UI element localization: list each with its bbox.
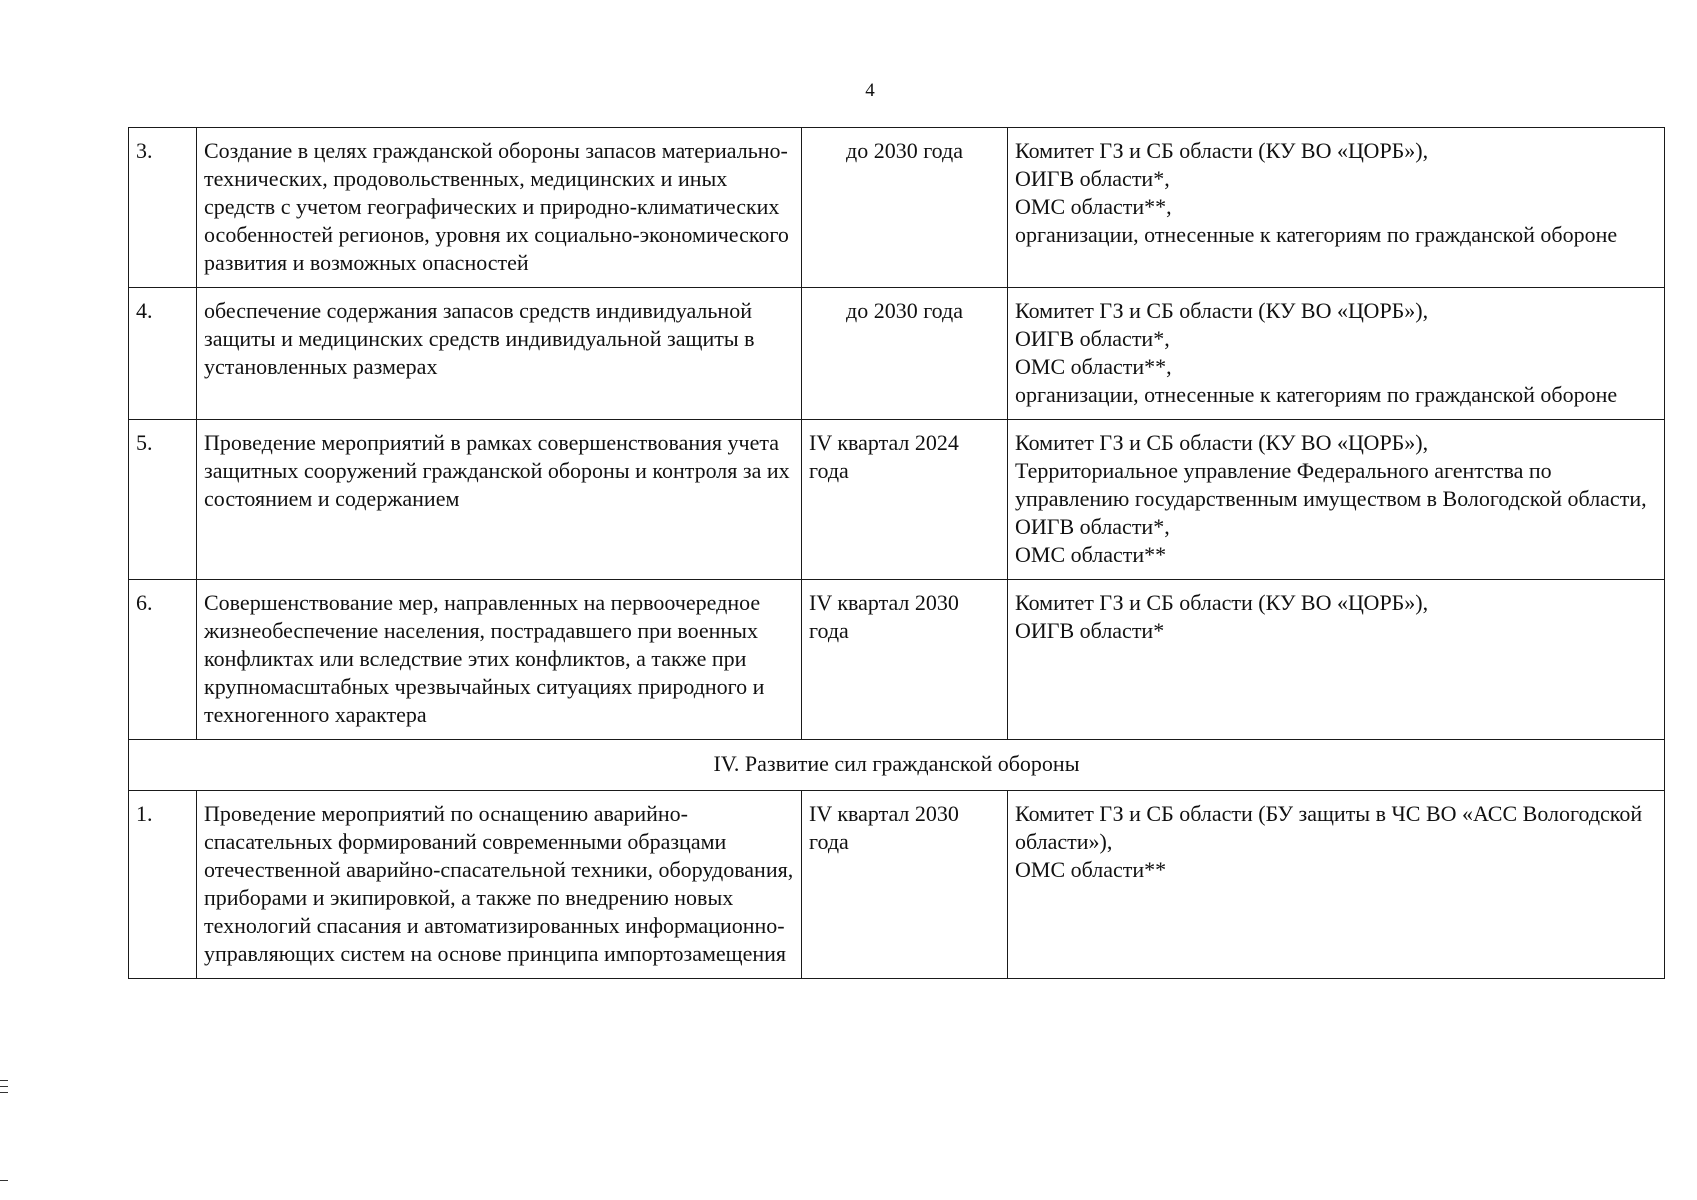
responsible-parties [1008,580,1665,740]
task-description: обеспечение содержания запасов средств индивидуальной защиты и медицинских средств индивидуальной защиты в установленных размерах [197,288,802,420]
table-body-section-4 [129,791,1665,979]
responsible-party: ОМС области** [1015,857,1167,882]
task-description: Проведение мероприятий по оснащению аварийно-спасательных формирований современными образцами отечественной аварийно-спасательной техники, оборудования, приборами и экипировкой, а также по внедрению новых технологий спасания и автоматизированных информационно-управляющих систем на основе принципа импортозамещения [197,791,802,979]
responsible-party: ОИГВ области*, [1015,166,1170,191]
row-number: 4. [129,288,197,420]
responsible-parties [1008,791,1665,979]
deadline: IV квартал 2030 года [802,791,1008,979]
table-row [129,420,1665,580]
responsible-party: ОМС области** [1015,542,1167,567]
task-description: Проведение мероприятий в рамках совершенствования учета защитных сооружений гражданской обороны и контроля за их состоянием и содержанием [197,420,802,580]
table-body-section-3 [129,128,1665,740]
responsible-party: Комитет ГЗ и СБ области (КУ ВО «ЦОРБ»), [1015,138,1429,163]
table-row [129,128,1665,288]
responsible-party: организации, отнесенные к категориям по гражданской обороне [1015,382,1618,407]
task-description: Создание в целях гражданской обороны запасов материально-технических, продовольственных, медицинских и иных средств с учетом географических и природно-климатических особенностей регионов, уровня их социально-экономического развития и возможных опасностей [197,128,802,288]
table-row [129,288,1665,420]
page-number: 4 [865,80,875,101]
responsible-party: ОИГВ области*, [1015,514,1170,539]
row-number: 3. [129,128,197,288]
table-row [129,580,1665,740]
responsible-party: Территориальное управление Федерального агентства по управлению государственным имуществом в Вологодской области, [1015,458,1647,511]
responsible-party: Комитет ГЗ и СБ области (БУ защиты в ЧС ВО «АСС Вологодской области»), [1015,801,1643,854]
deadline: IV квартал 2024 года [802,420,1008,580]
deadline: до 2030 года [802,288,1008,420]
responsible-party: ОИГВ области* [1015,618,1165,643]
task-description: Совершенствование мер, направленных на первоочередное жизнеобеспечение населения, пострадавшего при военных конфликтах или вследствие этих конфликтов, а также при крупномасштабных чрезвычайных ситуациях природного и техногенного характера [197,580,802,740]
row-number: 6. [129,580,197,740]
row-number: 5. [129,420,197,580]
margin-mark [0,1086,8,1087]
responsible-party: организации, отнесенные к категориям по гражданской обороне [1015,222,1618,247]
section-header-row [129,740,1665,791]
responsible-party: Комитет ГЗ и СБ области (КУ ВО «ЦОРБ»), [1015,298,1429,323]
table-body-section-header [129,740,1665,791]
responsible-party: Комитет ГЗ и СБ области (КУ ВО «ЦОРБ»), [1015,590,1429,615]
section-title: IV. Развитие сил гражданской обороны [129,740,1665,791]
responsible-party: ОМС области**, [1015,194,1172,219]
responsible-party: ОМС области**, [1015,354,1172,379]
row-number: 1. [129,791,197,979]
measures-table [128,127,1665,979]
responsible-party: ОИГВ области*, [1015,326,1170,351]
table-row [129,791,1665,979]
deadline: до 2030 года [802,128,1008,288]
margin-mark [0,1080,8,1081]
deadline: IV квартал 2030 года [802,580,1008,740]
responsible-party: Комитет ГЗ и СБ области (КУ ВО «ЦОРБ»), [1015,430,1429,455]
responsible-parties [1008,128,1665,288]
margin-mark [0,1180,8,1181]
responsible-parties [1008,288,1665,420]
responsible-parties [1008,420,1665,580]
margin-mark [0,1092,8,1093]
